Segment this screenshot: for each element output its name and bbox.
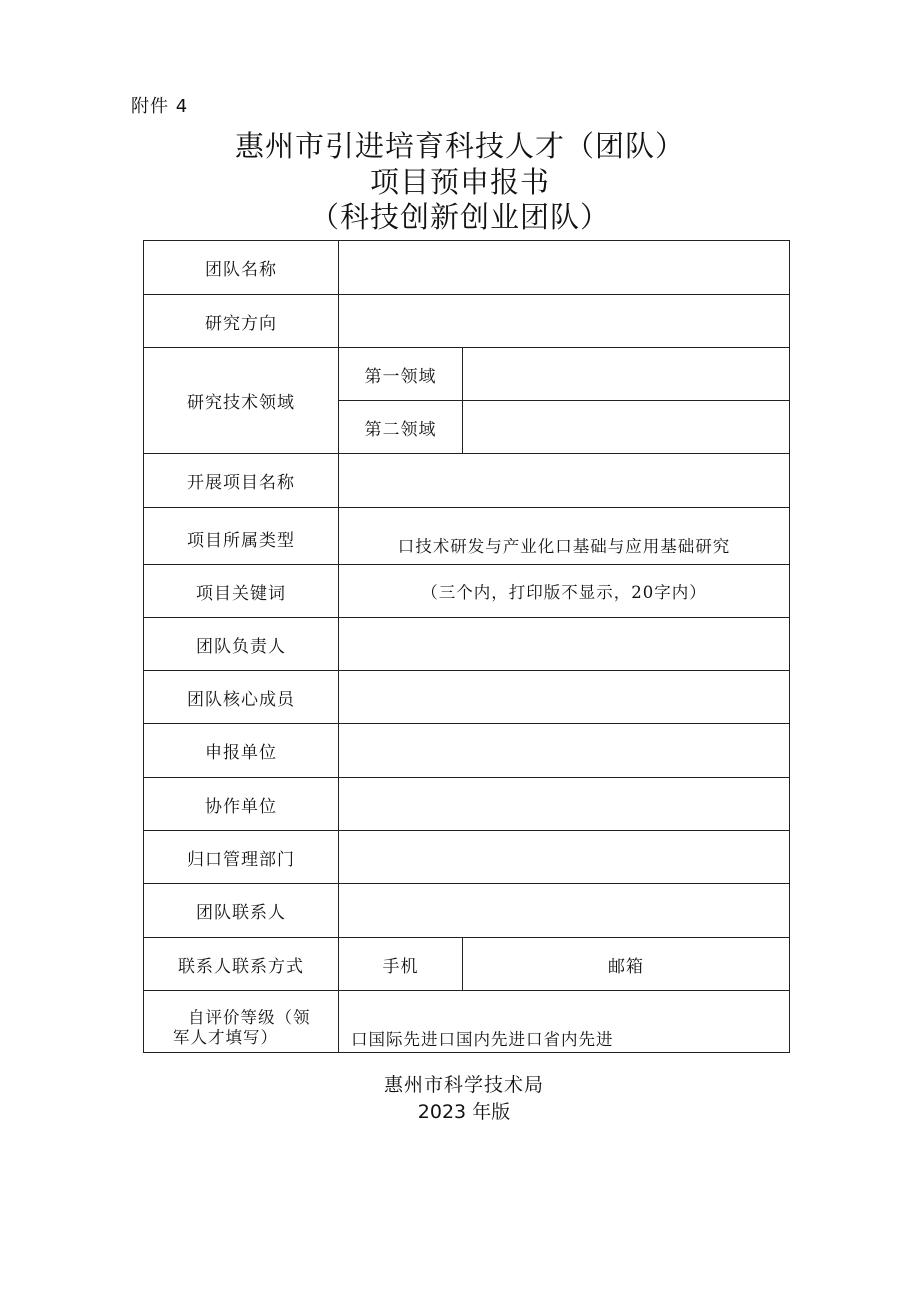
cooperating-unit-field[interactable] xyxy=(339,778,790,831)
row-cooperating-unit xyxy=(144,778,790,831)
footer-agency: 惠州市科学技术局 xyxy=(383,1074,544,1096)
row-self-evaluation xyxy=(144,991,790,1053)
row-team-leader xyxy=(144,618,790,671)
applicant-unit-field[interactable] xyxy=(339,724,790,778)
row-keywords xyxy=(144,565,790,618)
managing-dept-field[interactable] xyxy=(339,831,790,884)
keywords-label: 项目关键词 xyxy=(144,565,339,618)
core-members-field[interactable] xyxy=(339,671,790,724)
project-name-label: 开展项目名称 xyxy=(144,454,339,508)
self-eval-label-line2: 军人才填写） xyxy=(173,1028,278,1047)
self-eval-label xyxy=(144,991,339,1053)
row-team-contact xyxy=(144,884,790,938)
row-project-name xyxy=(144,454,790,508)
row-managing-dept xyxy=(144,831,790,884)
field-second-label: 第二领域 xyxy=(339,401,463,454)
row-team-name xyxy=(144,241,790,295)
document-title-line2: 项目预申报书 xyxy=(369,165,550,199)
contact-method-label: 联系人联系方式 xyxy=(144,938,339,991)
team-name-field[interactable] xyxy=(339,241,790,295)
project-type-field[interactable] xyxy=(339,508,790,565)
managing-dept-label: 归口管理部门 xyxy=(144,831,339,884)
attachment-label: 附件 4 xyxy=(131,96,189,117)
keywords-field[interactable]: （三个内，打印版不显示，20字内） xyxy=(339,565,790,618)
team-leader-field[interactable] xyxy=(339,618,790,671)
email-field[interactable]: 邮箱 xyxy=(463,938,790,991)
self-eval-label-line1: 自评价等级（领 xyxy=(188,1008,311,1027)
application-form-table xyxy=(143,240,790,1053)
footer-edition: 2023 年版 xyxy=(417,1101,511,1123)
row-core-members xyxy=(144,671,790,724)
field-first-label: 第一领域 xyxy=(339,348,463,401)
research-direction-label: 研究方向 xyxy=(144,295,339,348)
team-name-label: 团队名称 xyxy=(144,241,339,295)
row-project-type xyxy=(144,508,790,565)
self-eval-options[interactable]: 口国际先进口国内先进口省内先进 xyxy=(339,991,790,1053)
document-title-line1: 惠州市引进培育科技人才（团队） xyxy=(234,129,685,163)
phone-field[interactable]: 手机 xyxy=(339,938,463,991)
row-research-field-first xyxy=(144,348,790,401)
row-research-direction xyxy=(144,295,790,348)
row-applicant-unit xyxy=(144,724,790,778)
cooperating-unit-label: 协作单位 xyxy=(144,778,339,831)
project-type-label: 项目所属类型 xyxy=(144,508,339,565)
document-title-line3: （科技创新创业团队） xyxy=(309,200,610,234)
team-contact-label: 团队联系人 xyxy=(144,884,339,938)
applicant-unit-label: 申报单位 xyxy=(144,724,339,778)
field-second-field[interactable] xyxy=(463,401,790,454)
row-contact-method xyxy=(144,938,790,991)
research-direction-field[interactable] xyxy=(339,295,790,348)
core-members-label: 团队核心成员 xyxy=(144,671,339,724)
field-first-field[interactable] xyxy=(463,348,790,401)
research-field-label: 研究技术领域 xyxy=(144,348,339,454)
project-name-field[interactable] xyxy=(339,454,790,508)
project-type-options[interactable]: 口技术研发与产业化口基础与应用基础研究 xyxy=(397,537,731,556)
team-leader-label: 团队负责人 xyxy=(144,618,339,671)
team-contact-field[interactable] xyxy=(339,884,790,938)
